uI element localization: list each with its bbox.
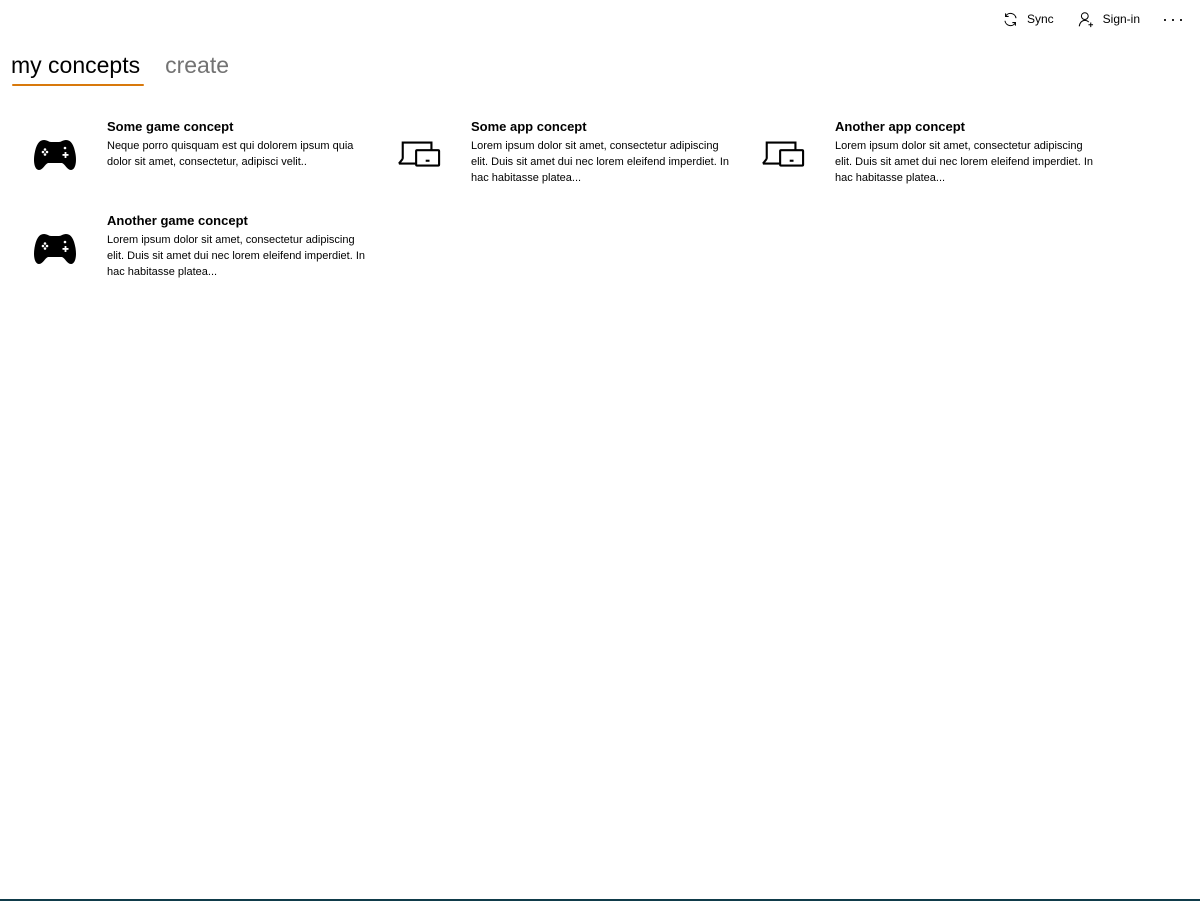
concept-title: Another app concept xyxy=(835,119,966,134)
concept-card[interactable] xyxy=(24,212,388,306)
gamepad-icon xyxy=(24,218,86,280)
concept-card[interactable] xyxy=(388,118,752,212)
sign-in-label: Sign-in xyxy=(1102,12,1141,26)
concept-card[interactable] xyxy=(752,118,1116,212)
more-icon: ··· xyxy=(1162,9,1186,29)
devices-icon xyxy=(752,124,814,186)
tab-create[interactable] xyxy=(164,50,231,86)
concept-description: Neque porro quisquam est qui dolorem ipsum quia dolor sit amet, consectetur, adipisci velit.. xyxy=(107,140,354,168)
concept-description: Lorem ipsum dolor sit amet, consectetur adipiscing elit. Duis sit amet dui nec lorem eleifend imperdiet. In hac habitasse platea... xyxy=(471,140,730,184)
tab-my-concepts[interactable] xyxy=(10,50,142,86)
devices-icon xyxy=(388,124,450,186)
tab-label: my concepts xyxy=(11,52,141,78)
concept-card[interactable] xyxy=(24,118,388,212)
active-tab-indicator xyxy=(12,84,144,86)
concept-title: Some game concept xyxy=(107,119,234,134)
sync-label: Sync xyxy=(1026,12,1054,26)
add-user-icon xyxy=(1078,11,1095,28)
command-bar xyxy=(990,0,1200,38)
concept-description: Lorem ipsum dolor sit amet, consectetur adipiscing elit. Duis sit amet dui nec lorem eleifend imperdiet. In hac habitasse platea... xyxy=(835,140,1094,184)
pivot-tabs xyxy=(10,50,253,86)
tab-label: create xyxy=(165,52,230,78)
sync-icon xyxy=(1002,11,1019,28)
concept-title: Some app concept xyxy=(471,119,587,134)
concept-title: Another game concept xyxy=(107,213,248,228)
concept-grid xyxy=(24,118,1124,306)
more-button[interactable] xyxy=(1152,0,1200,38)
gamepad-icon xyxy=(24,124,86,186)
concept-description: Lorem ipsum dolor sit amet, consectetur adipiscing elit. Duis sit amet dui nec lorem eleifend imperdiet. In hac habitasse platea... xyxy=(107,234,366,278)
sync-button[interactable] xyxy=(990,0,1066,38)
sign-in-button[interactable] xyxy=(1066,0,1152,38)
